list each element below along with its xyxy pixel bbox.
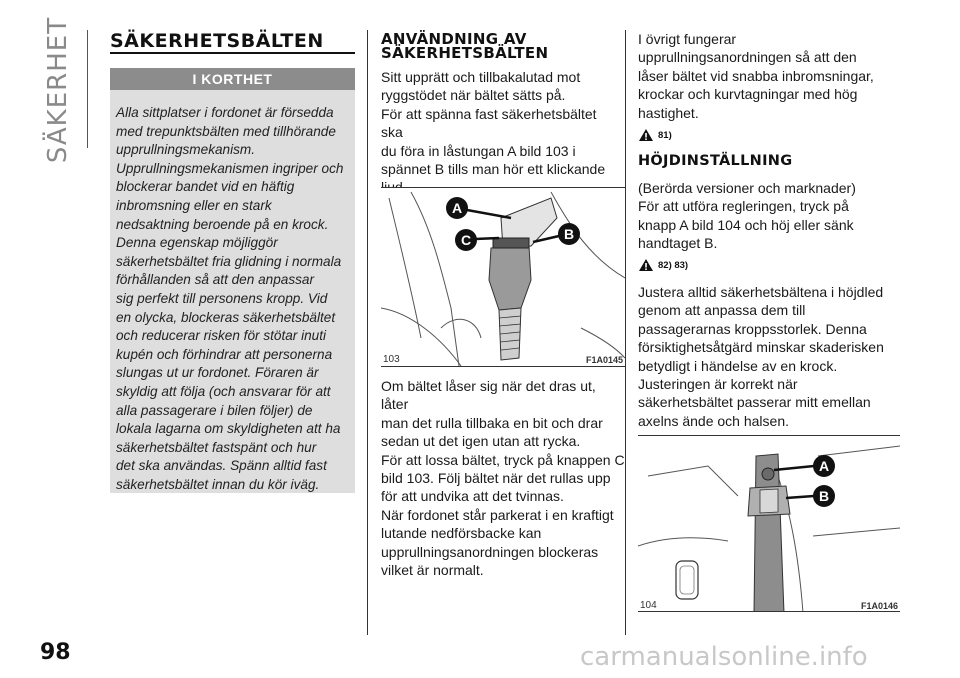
usage-paragraph-1: Sitt upprätt och tillbakalutad mot ryggstödet när bältet sätts på. För att spänna fast säkerhetsbältet ska du föra in låstungan A bild 103 i spännet B tills man hör ett klickande (381, 69, 606, 178)
figure-103-number: 103 (383, 354, 400, 365)
figure-104-number: 104 (640, 600, 657, 611)
figure-104-illustration (638, 436, 900, 612)
height-adjust-paragraph: (Berörda versioner och marknader) För att utföra regleringen, tryck på knapp A bild 104 och höj eller sänk handtaget B. (638, 180, 856, 252)
section-side-tab (38, 16, 78, 164)
usage-heading (381, 32, 548, 60)
figure-103-code: F1A0145 (585, 355, 623, 365)
height-adjust-guidance: Justera alltid säkerhetsbältena i höjdled genom att anpassa dem till passagerarnas kroppsstorlek. Denna försiktighetsåtgärd minskar skaderisken betydligt i händelse av en krock. Justeringen är korrekt när säkerhetsbältet passerar mitt emellan axelns ände och halsen. (638, 284, 884, 429)
usage-heading-line1: ANVÄNDNING AV (381, 30, 527, 48)
figure-104-label-a: A (818, 458, 830, 474)
section-title: SÄKERHETSBÄLTEN (110, 30, 324, 52)
figure-103-label-b: B (563, 226, 575, 242)
warning-ref-1-text: 81) (658, 129, 672, 141)
figure-103-illustration (381, 188, 625, 367)
side-tab-rule (87, 30, 88, 148)
watermark-text: carmanualsonline.info (580, 642, 868, 672)
figure-104-code: F1A0146 (860, 601, 898, 611)
warning-triangle-icon (638, 128, 654, 142)
usage-heading-line2: SÄKERHETSBÄLTEN (381, 44, 549, 62)
warning-ref-2-text: 82) 83) (658, 259, 689, 271)
figure-103 (381, 187, 625, 367)
page-number: 98 (40, 640, 71, 665)
figure-103-label-c: C (460, 232, 472, 248)
warning-ref-1 (638, 128, 672, 142)
section-title-rule (110, 52, 355, 54)
summary-box-text: Alla sittplatser i fordonet är försedda med trepunktsbälten med tillhörande upprullningsmekanism. Upprullningsmekanismen ingriper och blockerar bandet vid en häftig inbromsning eller en stark nedsaktning beroende på en krock. Denna egenskap möjliggör säkerhetsbältet fria glidning i normala förhållanden så att den anpassar sig perfekt till personens kropp. Vid en olycka, blockeras säkerhetsbältet och reducerar risken för stötar inuti kupén och förhindrar att personerna slungas ut ur fordonet. Föraren är skyldig att följa (och ansvarar för att alla passagerare i bilen följer) de lokala lagarna om skyldigheten att ha säkerhetsbältet fastspänt och hur det ska användas. Spänn alltid fast säkerhetsbältet innan du kör iväg. (116, 105, 344, 492)
warning-triangle-icon (638, 258, 654, 272)
column-divider-2 (625, 30, 626, 635)
column-divider-1 (367, 30, 368, 635)
summary-box (110, 68, 355, 493)
section-side-tab-label: SÄKERHET (43, 16, 73, 164)
retractor-paragraph: I övrigt fungerar upprullningsanordningen så att den låser bältet vid snabba inbromsningar, krockar och kurvtagningar med hög hastighet. (638, 31, 874, 121)
height-adjust-heading: HÖJDINSTÄLLNING (638, 153, 793, 169)
usage-paragraph-2: Om bältet låser sig när det dras ut, låter man det rulla tillbaka en bit och drar sedan ut det igen utan att rycka. För att lossa bältet, tryck på knappen C bild 103. Följ bältet när det rullas upp för att undvika att det tvinnas. När fordonet står parkerat i en kraftigt lutande nedförsbacke kan upprullningsanordningen blockeras vilket är normalt. (381, 378, 625, 579)
figure-104-label-b: B (818, 488, 830, 504)
warning-ref-2 (638, 258, 688, 272)
figure-104 (638, 435, 900, 612)
summary-box-title: I KORTHET (110, 68, 355, 90)
figure-103-label-a: A (451, 200, 463, 216)
